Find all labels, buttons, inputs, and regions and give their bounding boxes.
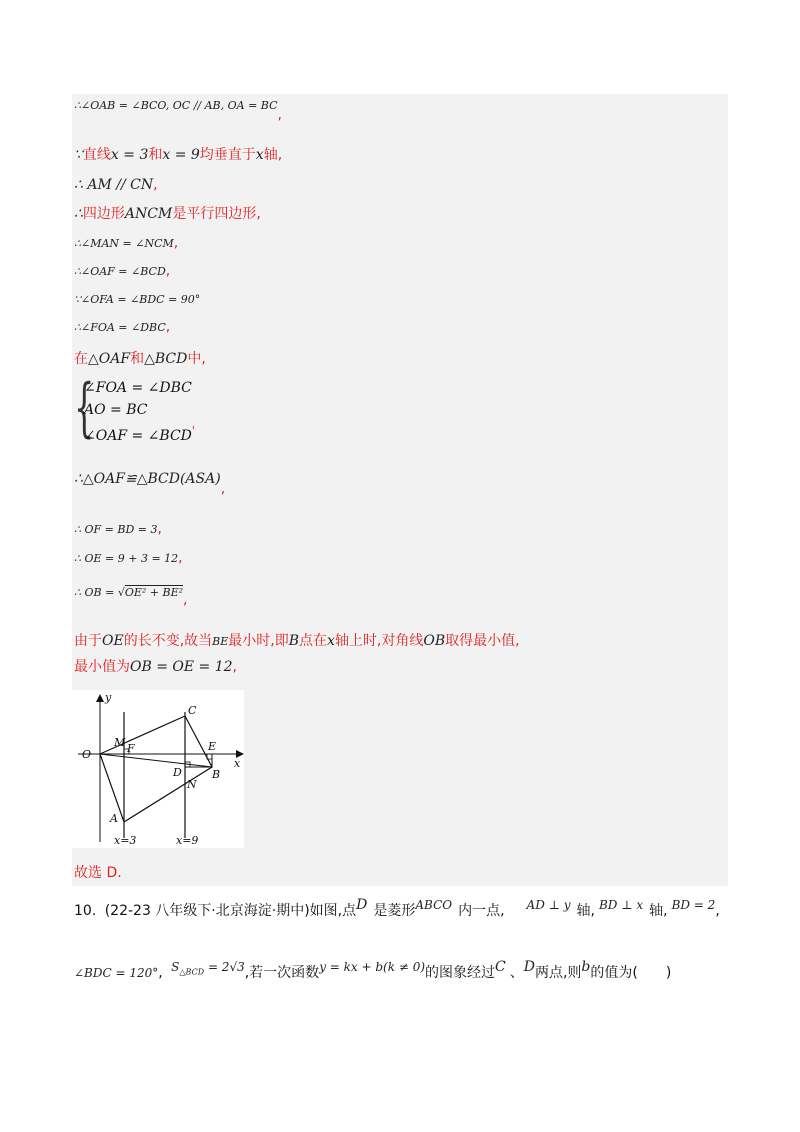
congruence-system: { ∠FOA = ∠DBC AO = BC ∠OAF = ∠BCD' [74,371,195,445]
solution-line-1: ∴∠OAB = ∠BCO, OC // AB, OA = BC, [74,99,282,123]
solution-line-12: ∴ OE = 9 + 3 = 12, [74,550,183,566]
label-N: N [187,778,197,791]
label-y: y [105,691,112,704]
answer-line: 故选 D. [74,865,122,881]
solution-line-14: 由于OE的长不变,故当BE最小时,即B点在x轴上时,对角线OB取得最小值, [74,633,520,649]
solution-line-13: ∴ OB = √OE² + BE², [74,586,188,608]
rhombus-ABCO [100,716,212,822]
label-M: M [114,736,126,749]
solution-line-6: ∴∠OAF = ∠BCD, [74,263,171,279]
system-row-3: ∠OAF = ∠BCD' [84,424,195,444]
radical-sign: √ [117,586,125,599]
solution-line-2: ∵直线x = 3和x = 9均垂直于x轴, [74,147,283,163]
diagonal-OB [100,754,212,767]
system-brace: { [74,371,95,445]
label-D: D [173,766,182,779]
question-10-line-1: 10. (22-23 八年级下·北京海淀·期中)如图,点D 是菱形ABCO 内一点, AD ⊥ y 轴, BD ⊥ x 轴, BD = 2, [74,897,720,919]
solution-line-9: 在△OAF和△BCD中, [74,351,206,367]
figure-svg [72,690,244,848]
label-A: A [110,812,118,825]
solution-line-10: ∴△OAF≌△BCD(ASA), [74,471,226,497]
label-B: B [212,768,221,781]
solution-line-5: ∴∠MAN = ∠NCM, [74,235,179,251]
question-10-line-2: ∠BDC = 120°, $S_{\triangle BCD} = 2√3$,若一次函数y = kx + b(k ≠ 0)的图象经过C 、D两点,则b的值为( ) [74,959,672,981]
solution-line-3: ∴ AM // CN, [74,177,158,193]
solution-line-11: ∴ OF = BD = 3, [74,521,162,537]
label-x: x [234,757,241,770]
label-x9: x=9 [176,834,199,847]
solution-line-15: 最小值为OB = OE = 12, [74,659,237,675]
geometry-figure [72,690,244,848]
solution-line-4: ∴四边形ANCM是平行四边形, [74,206,261,222]
label-E: E [208,740,217,753]
label-C: C [188,704,197,717]
label-F: F [127,742,135,755]
label-x3: x=3 [114,834,137,847]
solution-line-8: ∴∠FOA = ∠DBC, [74,319,171,335]
label-O: O [82,748,92,761]
area-expression: $S_{\triangle BCD} = 2√3$ [171,960,245,977]
solution-line-7: ∵∠OFA = ∠BDC = 90° [74,293,201,306]
